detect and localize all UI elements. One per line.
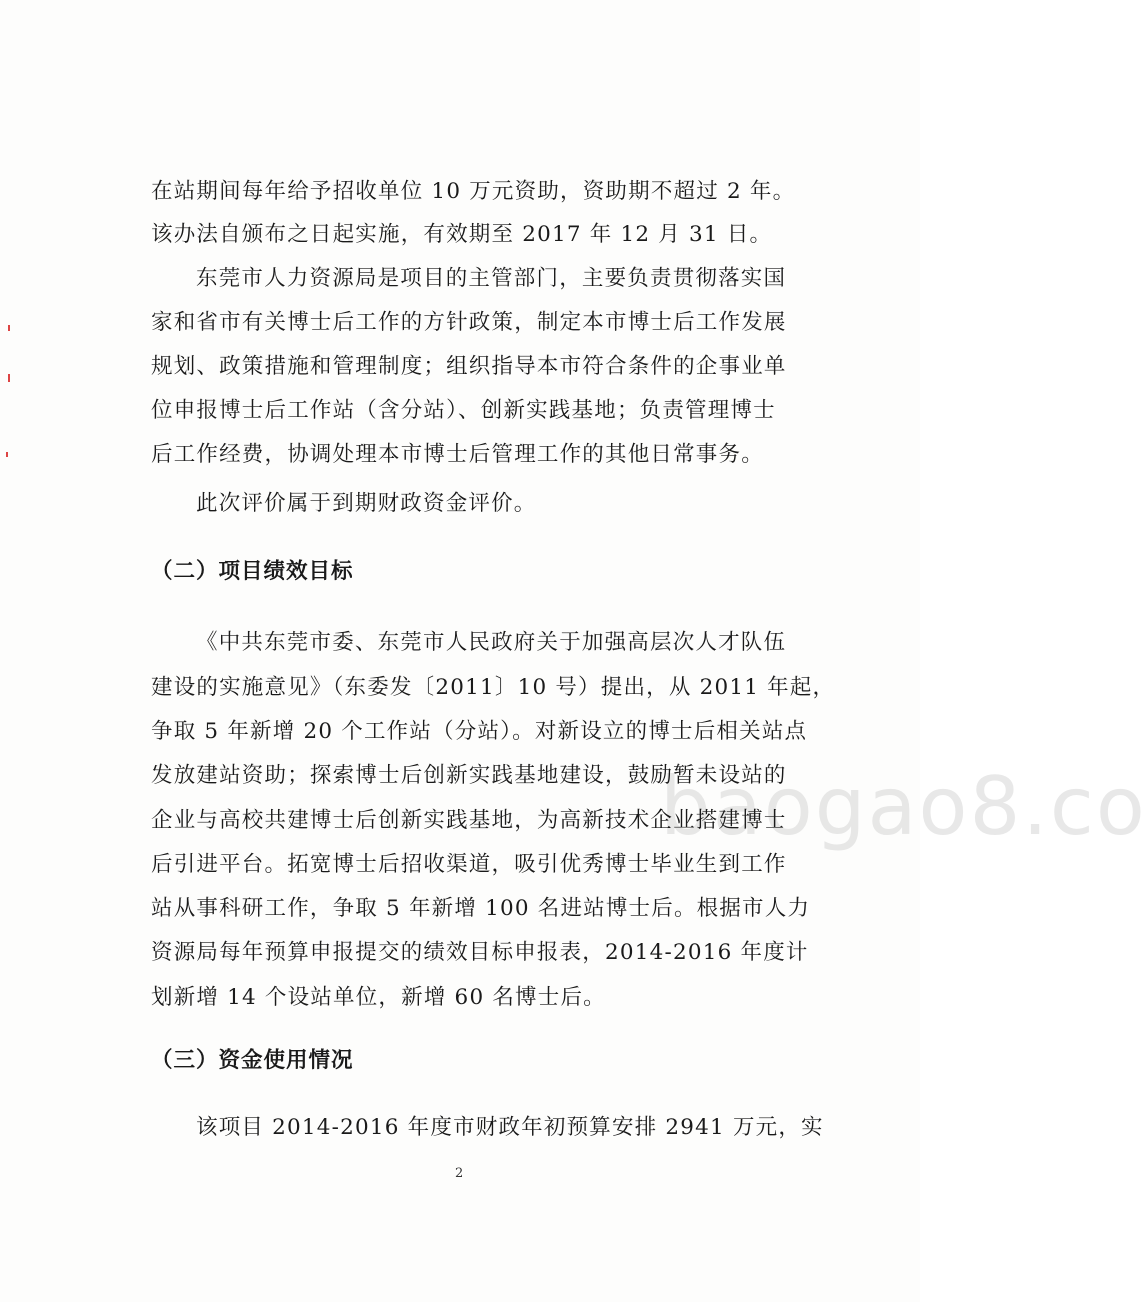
scan-mark — [8, 374, 10, 382]
scan-mark — [6, 452, 8, 457]
section-line: 划新增 14 个设站单位，新增 60 名博士后。 — [151, 985, 606, 1010]
section-line: 建设的实施意见》（东委发〔2011〕10 号）提出，从 2011 年起， — [151, 675, 836, 700]
section-line: 争取 5 年新增 20 个工作站（分站）。对新设立的博士后相关站点 — [151, 719, 808, 744]
page-number: 2 — [455, 1166, 464, 1181]
section-line: 站从事科研工作，争取 5 年新增 100 名进站博士后。根据市人力 — [151, 896, 811, 921]
section-line: 该项目 2014-2016 年度市财政年初预算安排 2941 万元，实 — [196, 1115, 824, 1140]
body-line: 规划、政策措施和管理制度；组织指导本市符合条件的企事业单 — [151, 354, 787, 379]
watermark: baogao8.co — [660, 760, 1147, 853]
body-line: 该办法自颁布之日起实施，有效期至 2017 年 12 月 31 日。 — [151, 222, 773, 247]
section-line: 《中共东莞市委、东莞市人民政府关于加强高层次人才队伍 — [196, 630, 787, 655]
body-line: 在站期间每年给予招收单位 10 万元资助，资助期不超过 2 年。 — [151, 179, 796, 204]
scan-mark — [8, 325, 10, 331]
section-line: 后引进平台。拓宽博士后招收渠道，吸引优秀博士毕业生到工作 — [151, 852, 787, 877]
section-line: 资源局每年预算申报提交的绩效目标申报表，2014-2016 年度计 — [151, 940, 809, 965]
body-line: 位申报博士后工作站（含分站）、创新实践基地；负责管理博士 — [151, 398, 776, 423]
body-line: 东莞市人力资源局是项目的主管部门，主要负责贯彻落实国 — [196, 266, 787, 291]
section-line: 发放建站资助；探索博士后创新实践基地建设，鼓励暂未设站的 — [151, 763, 787, 788]
body-line: 此次评价属于到期财政资金评价。 — [196, 491, 537, 516]
section-line: 企业与高校共建博士后创新实践基地，为高新技术企业搭建博士 — [151, 808, 787, 833]
section-heading: （二）项目绩效目标 — [151, 559, 354, 584]
section-heading: （三）资金使用情况 — [151, 1048, 354, 1073]
body-line: 后工作经费，协调处理本市博士后管理工作的其他日常事务。 — [151, 442, 764, 467]
body-line: 家和省市有关博士后工作的方针政策，制定本市博士后工作发展 — [151, 310, 787, 335]
